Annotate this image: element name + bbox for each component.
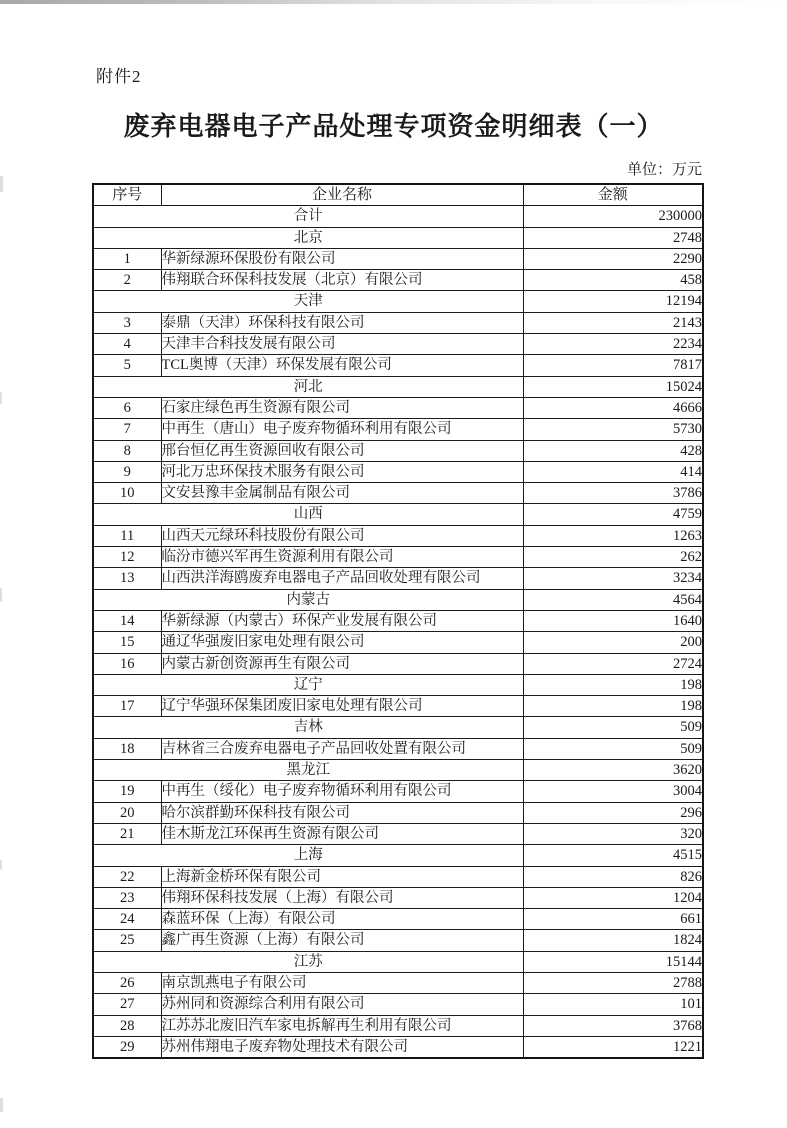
- fund-detail-table: [92, 183, 704, 1059]
- amount-cell: 414: [523, 461, 703, 482]
- province-label-cell: 上海: [93, 845, 523, 866]
- scan-smudge: [0, 176, 3, 192]
- scan-smudge: [0, 1098, 3, 1112]
- table-row: [93, 568, 703, 589]
- amount-cell: 200: [523, 632, 703, 653]
- amount-cell: 3786: [523, 483, 703, 504]
- company-name-cell: 鑫广再生资源（上海）有限公司: [161, 930, 523, 951]
- company-name-cell: 南京凯燕电子有限公司: [161, 972, 523, 993]
- table-row: [93, 845, 703, 866]
- table-row: [93, 994, 703, 1015]
- row-index-cell: 28: [93, 1015, 161, 1036]
- table-row: [93, 440, 703, 461]
- row-index-cell: 5: [93, 355, 161, 376]
- company-name-cell: 山西天元绿环科技股份有限公司: [161, 525, 523, 546]
- province-label-cell: 黑龙江: [93, 760, 523, 781]
- table-row: [93, 525, 703, 546]
- amount-cell: 2748: [523, 227, 703, 248]
- row-index-cell: 6: [93, 397, 161, 418]
- row-index-cell: 22: [93, 866, 161, 887]
- row-index-cell: 25: [93, 930, 161, 951]
- company-name-cell: 内蒙古新创资源再生有限公司: [161, 653, 523, 674]
- scan-edge-artifact: [0, 0, 787, 4]
- province-label-cell: 内蒙古: [93, 589, 523, 610]
- table-row: [93, 866, 703, 887]
- amount-cell: 198: [523, 696, 703, 717]
- table-row: [93, 270, 703, 291]
- table-row: [93, 1036, 703, 1058]
- row-index-cell: 12: [93, 547, 161, 568]
- company-name-cell: 石家庄绿色再生资源有限公司: [161, 397, 523, 418]
- table-row: [93, 717, 703, 738]
- company-name-cell: 吉林省三合废弃电器电子产品回收处置有限公司: [161, 738, 523, 759]
- company-name-cell: 中再生（唐山）电子废弃物循环利用有限公司: [161, 419, 523, 440]
- amount-cell: 7817: [523, 355, 703, 376]
- row-index-cell: 16: [93, 653, 161, 674]
- amount-cell: 509: [523, 738, 703, 759]
- amount-cell: 230000: [523, 206, 703, 227]
- table-row: [93, 312, 703, 333]
- company-name-cell: 江苏苏北废旧汽车家电拆解再生利用有限公司: [161, 1015, 523, 1036]
- col-header-company-name: 企业名称: [161, 184, 523, 206]
- province-label-cell: 北京: [93, 227, 523, 248]
- table-row: [93, 674, 703, 695]
- row-index-cell: 20: [93, 802, 161, 823]
- company-name-cell: 临汾市德兴军再生资源利用有限公司: [161, 547, 523, 568]
- row-index-cell: 17: [93, 696, 161, 717]
- table-row: [93, 909, 703, 930]
- table-row: [93, 504, 703, 525]
- row-index-cell: 9: [93, 461, 161, 482]
- table-row: [93, 887, 703, 908]
- table-row: [93, 291, 703, 312]
- company-name-cell: 华新绿源（内蒙古）环保产业发展有限公司: [161, 610, 523, 631]
- table-row: [93, 589, 703, 610]
- amount-cell: 198: [523, 674, 703, 695]
- table-row: [93, 547, 703, 568]
- amount-cell: 262: [523, 547, 703, 568]
- amount-cell: 101: [523, 994, 703, 1015]
- company-name-cell: TCL奥博（天津）环保发展有限公司: [161, 355, 523, 376]
- unit-label: 单位：万元: [626, 162, 702, 178]
- amount-cell: 12194: [523, 291, 703, 312]
- row-index-cell: 29: [93, 1036, 161, 1058]
- table-row: [93, 930, 703, 951]
- amount-cell: 1263: [523, 525, 703, 546]
- table-row: [93, 1015, 703, 1036]
- row-index-cell: 24: [93, 909, 161, 930]
- total-label-cell: 合计: [93, 206, 523, 227]
- row-index-cell: 15: [93, 632, 161, 653]
- row-index-cell: 21: [93, 823, 161, 844]
- amount-cell: 4515: [523, 845, 703, 866]
- amount-cell: 320: [523, 823, 703, 844]
- table-row: [93, 951, 703, 972]
- table-row: [93, 483, 703, 504]
- row-index-cell: 3: [93, 312, 161, 333]
- amount-cell: 4759: [523, 504, 703, 525]
- amount-cell: 2788: [523, 972, 703, 993]
- amount-cell: 428: [523, 440, 703, 461]
- col-header-index: 序号: [93, 184, 161, 206]
- scan-smudge: [0, 588, 2, 602]
- table-row: [93, 248, 703, 269]
- table-row: [93, 760, 703, 781]
- table-row: [93, 781, 703, 802]
- table-row: [93, 227, 703, 248]
- company-name-cell: 伟翔联合环保科技发展（北京）有限公司: [161, 270, 523, 291]
- amount-cell: 661: [523, 909, 703, 930]
- province-label-cell: 河北: [93, 376, 523, 397]
- province-label-cell: 山西: [93, 504, 523, 525]
- amount-cell: 4564: [523, 589, 703, 610]
- company-name-cell: 天津丰合科技发展有限公司: [161, 334, 523, 355]
- row-index-cell: 23: [93, 887, 161, 908]
- attachment-label: 附件2: [96, 67, 142, 86]
- table-row: [93, 376, 703, 397]
- table-row: [93, 802, 703, 823]
- row-index-cell: 27: [93, 994, 161, 1015]
- amount-cell: 3234: [523, 568, 703, 589]
- province-label-cell: 江苏: [93, 951, 523, 972]
- amount-cell: 4666: [523, 397, 703, 418]
- amount-cell: 1204: [523, 887, 703, 908]
- amount-cell: 826: [523, 866, 703, 887]
- table-row: [93, 461, 703, 482]
- row-index-cell: 13: [93, 568, 161, 589]
- row-index-cell: 11: [93, 525, 161, 546]
- row-index-cell: 8: [93, 440, 161, 461]
- row-index-cell: 10: [93, 483, 161, 504]
- province-label-cell: 吉林: [93, 717, 523, 738]
- amount-cell: 1221: [523, 1036, 703, 1058]
- company-name-cell: 山西洪洋海鸥废弃电器电子产品回收处理有限公司: [161, 568, 523, 589]
- table-row: [93, 397, 703, 418]
- amount-cell: 296: [523, 802, 703, 823]
- table-row: [93, 355, 703, 376]
- scan-smudge: [0, 392, 2, 404]
- company-name-cell: 河北万忠环保技术服务有限公司: [161, 461, 523, 482]
- amount-cell: 2143: [523, 312, 703, 333]
- amount-cell: 3620: [523, 760, 703, 781]
- company-name-cell: 邢台恒亿再生资源回收有限公司: [161, 440, 523, 461]
- table-row: [93, 206, 703, 227]
- scan-smudge: [0, 860, 2, 870]
- table-row: [93, 972, 703, 993]
- company-name-cell: 文安县豫丰金属制品有限公司: [161, 483, 523, 504]
- amount-cell: 1824: [523, 930, 703, 951]
- company-name-cell: 佳木斯龙江环保再生资源有限公司: [161, 823, 523, 844]
- amount-cell: 509: [523, 717, 703, 738]
- company-name-cell: 伟翔环保科技发展（上海）有限公司: [161, 887, 523, 908]
- table-row: [93, 632, 703, 653]
- company-name-cell: 泰鼎（天津）环保科技有限公司: [161, 312, 523, 333]
- amount-cell: 458: [523, 270, 703, 291]
- amount-cell: 3004: [523, 781, 703, 802]
- row-index-cell: 1: [93, 248, 161, 269]
- amount-cell: 5730: [523, 419, 703, 440]
- company-name-cell: 中再生（绥化）电子废弃物循环利用有限公司: [161, 781, 523, 802]
- amount-cell: 2234: [523, 334, 703, 355]
- row-index-cell: 4: [93, 334, 161, 355]
- company-name-cell: 上海新金桥环保有限公司: [161, 866, 523, 887]
- row-index-cell: 19: [93, 781, 161, 802]
- table-row: [93, 419, 703, 440]
- row-index-cell: 7: [93, 419, 161, 440]
- company-name-cell: 辽宁华强环保集团废旧家电处理有限公司: [161, 696, 523, 717]
- company-name-cell: 苏州伟翔电子废弃物处理技术有限公司: [161, 1036, 523, 1058]
- header-row: [93, 184, 703, 206]
- table-row: [93, 610, 703, 631]
- row-index-cell: 26: [93, 972, 161, 993]
- amount-cell: 15144: [523, 951, 703, 972]
- amount-cell: 2290: [523, 248, 703, 269]
- company-name-cell: 森蓝环保（上海）有限公司: [161, 909, 523, 930]
- page-title: 废弃电器电子产品处理专项资金明细表（一）: [123, 112, 664, 141]
- row-index-cell: 2: [93, 270, 161, 291]
- row-index-cell: 18: [93, 738, 161, 759]
- row-index-cell: 14: [93, 610, 161, 631]
- amount-cell: 1640: [523, 610, 703, 631]
- amount-cell: 2724: [523, 653, 703, 674]
- col-header-amount: 金额: [523, 184, 703, 206]
- company-name-cell: 苏州同和资源综合利用有限公司: [161, 994, 523, 1015]
- amount-cell: 3768: [523, 1015, 703, 1036]
- company-name-cell: 哈尔滨群勤环保科技有限公司: [161, 802, 523, 823]
- amount-cell: 15024: [523, 376, 703, 397]
- table-row: [93, 738, 703, 759]
- table-row: [93, 696, 703, 717]
- table-row: [93, 334, 703, 355]
- province-label-cell: 天津: [93, 291, 523, 312]
- table-row: [93, 823, 703, 844]
- province-label-cell: 辽宁: [93, 674, 523, 695]
- company-name-cell: 通辽华强废旧家电处理有限公司: [161, 632, 523, 653]
- company-name-cell: 华新绿源环保股份有限公司: [161, 248, 523, 269]
- table-row: [93, 653, 703, 674]
